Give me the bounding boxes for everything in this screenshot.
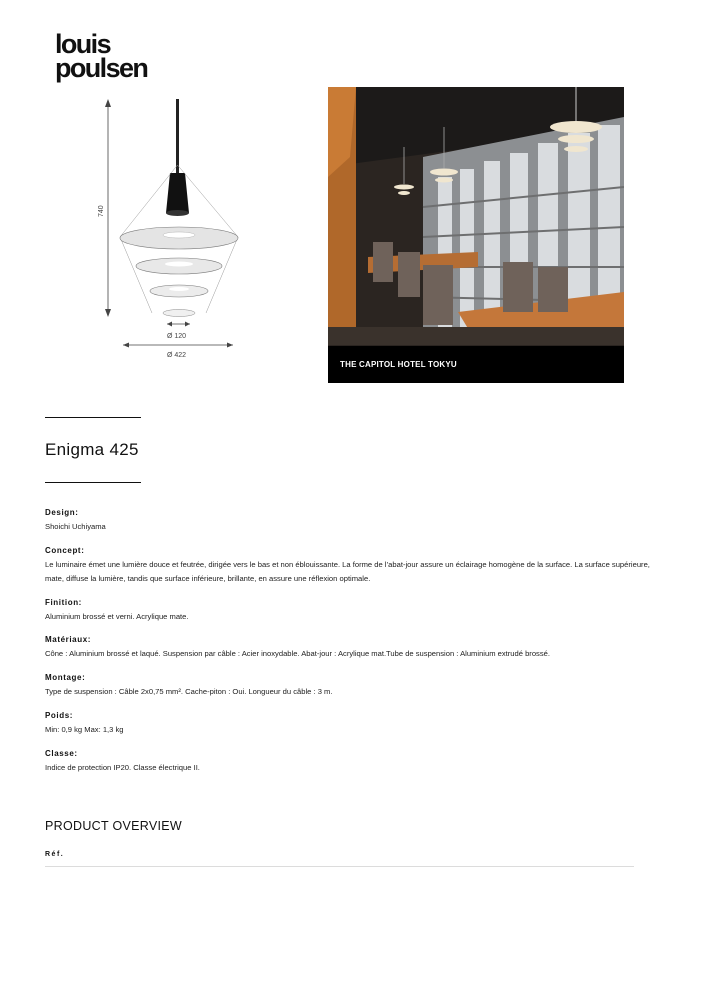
title-top-divider (45, 417, 141, 418)
spec-label: Poids: (45, 711, 74, 720)
brand-logo (55, 29, 148, 83)
spec-weight (45, 711, 655, 737)
spec-text: Aluminium brossé et verni. Acrylique mate. (45, 612, 189, 621)
restaurant-scene-image (328, 87, 624, 383)
spec-label: Classe: (45, 749, 78, 758)
spec-materials (45, 635, 665, 661)
spec-text: Cône : Aluminium brossé et laqué. Suspension par câble : Acier inoxydable. Abat-jour : Acrylique mat.Tube de suspension : Aluminium extrudé brossé. (45, 649, 550, 658)
lamp-technical-drawing (90, 95, 260, 365)
spec-mounting (45, 673, 655, 699)
brand-logo-line2: poulsen (55, 53, 148, 83)
spec-text: Type de suspension : Câble 2x0,75 mm². Cache-piton : Oui. Longueur du câble : 3 m. (45, 687, 333, 696)
overview-table-divider (45, 866, 634, 867)
height-dimension-label: 740 (98, 205, 105, 217)
inner-diameter-label: Ø 120 (167, 333, 187, 340)
brand-logo-line1: louis (55, 29, 111, 59)
spec-concept (45, 546, 655, 586)
photo-caption: THE CAPITOL HOTEL TOKYU (340, 360, 457, 369)
outer-diameter-label: Ø 422 (167, 352, 187, 359)
ref-column-header: Réf. (45, 851, 65, 858)
title-bottom-divider (45, 482, 141, 483)
spec-class (45, 749, 655, 775)
installation-photo (328, 87, 624, 383)
spec-label: Design: (45, 508, 79, 517)
spec-label: Concept: (45, 546, 85, 555)
spec-text: Le luminaire émet une lumière douce et feutrée, dirigée vers le bas et non éblouissante. La forme de l’abat-jour assure un éclairage homogène de la surface. La surface supérieure, mate, diffuse la lumière, tandis que surface inférieure, brillante, en assure une réflexion optimale. (45, 560, 650, 583)
product-title: Enigma 425 (45, 440, 139, 459)
spec-text: Min: 0,9 kg Max: 1,3 kg (45, 725, 124, 734)
spec-text: Indice de protection IP20. Classe électrique II. (45, 763, 200, 772)
product-overview-heading: PRODUCT OVERVIEW (45, 819, 182, 833)
spec-label: Finition: (45, 598, 82, 607)
spec-label: Matériaux: (45, 635, 92, 644)
spec-label: Montage: (45, 673, 86, 682)
spec-finish (45, 598, 655, 624)
spec-design (45, 508, 655, 534)
spec-text: Shoichi Uchiyama (45, 522, 106, 531)
photo-caption-bar (328, 346, 624, 383)
